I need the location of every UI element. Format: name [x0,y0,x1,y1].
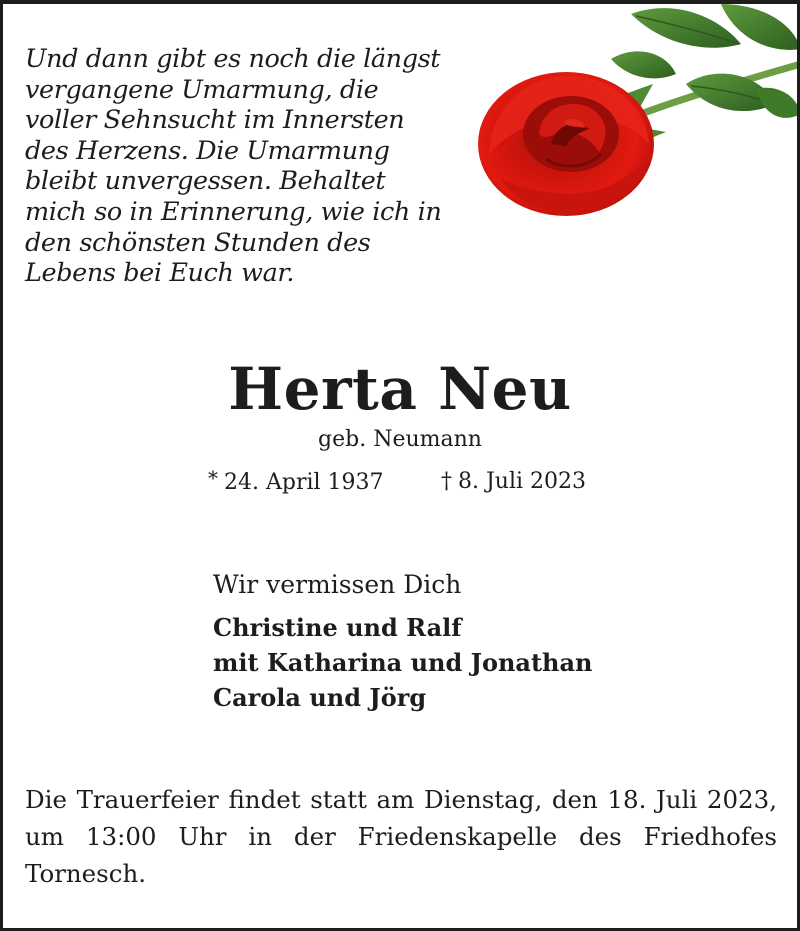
mourner-name: Christine und Ralf [213,613,462,642]
service-line: Die Trauerfeier findet statt am Dienstag, den 18. Juli 2023, [25,785,777,814]
service-line: um 13:00 Uhr in der Friedenskapelle des Friedhofes [25,822,777,851]
poem-line: Lebens bei Euch war. [25,258,295,289]
poem-line: des Herzens. Die Umarmung [25,135,390,166]
mourners-greeting: Wir vermissen Dich [213,570,462,599]
death-date-line [441,467,586,497]
service-line: Tornesch. [25,859,147,888]
poem-line: bleibt unvergessen. Behaltet [25,166,386,197]
mourner-name: mit Katharina und Jonathan [213,648,593,677]
mourners-block [213,568,593,715]
deceased-name: Herta Neu [228,355,572,423]
poem-line: den schönsten Stunden des [25,227,371,258]
birth-date: 24. April 1937 [224,470,384,495]
poem-line: Und dann gibt es noch die längst [25,44,441,74]
death-date: 8. Juli 2023 [458,469,587,494]
poem-line: vergangene Umarmung, die [25,74,379,105]
memorial-poem [25,44,465,289]
birth-date-line [208,467,384,498]
funeral-service-info [25,781,777,892]
poem-line: mich so in Erinnerung, wie ich in [25,196,442,227]
death-symbol: † [441,469,452,494]
birth-symbol: * [208,466,218,490]
mourner-name: Carola und Jörg [213,683,427,712]
maiden-name: geb. Neumann [318,427,482,452]
poem-line: voller Sehnsucht im Innersten [25,105,405,136]
red-rose-icon [471,4,800,224]
